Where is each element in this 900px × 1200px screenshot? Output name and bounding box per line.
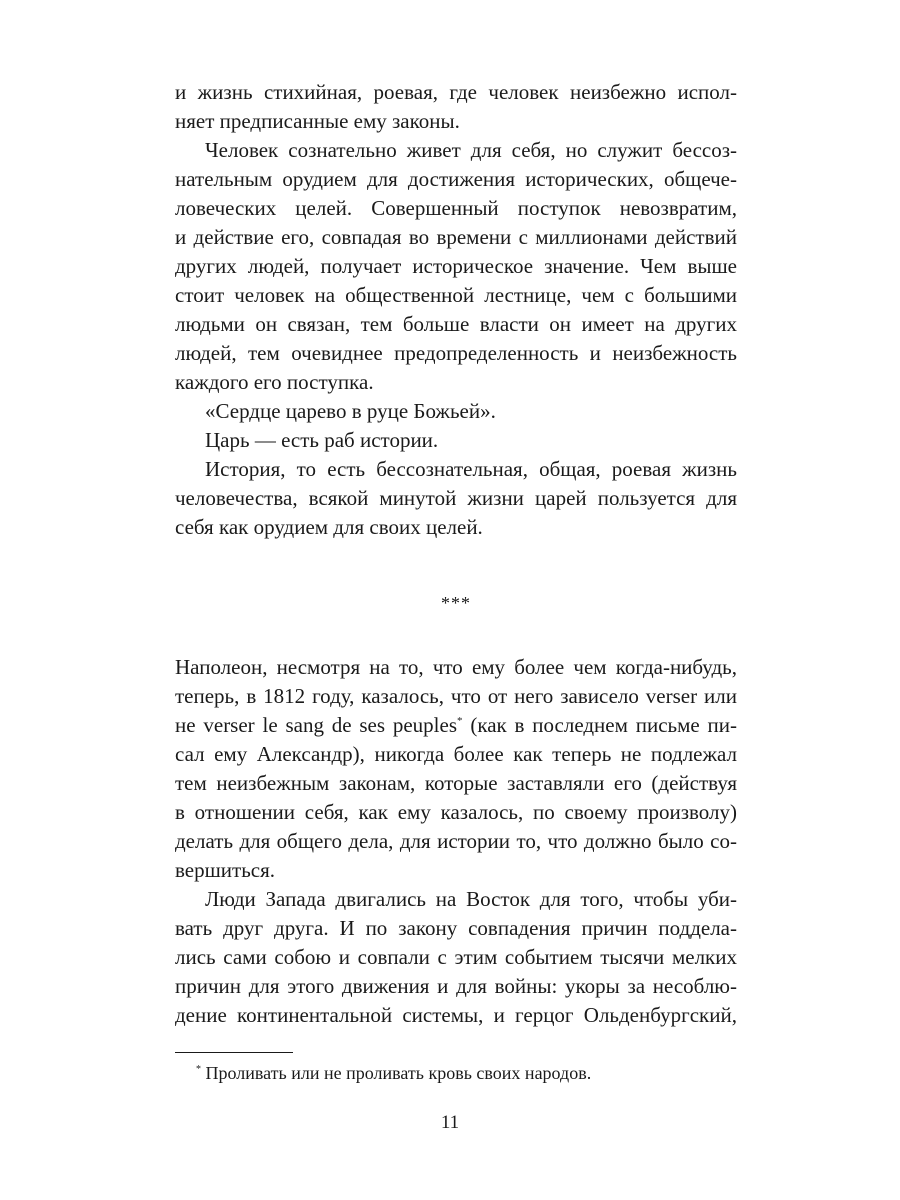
paragraph <box>175 653 737 885</box>
text-line: вать друг друга. И по закону совпадения причин поддела- <box>175 916 737 940</box>
section-break: *** <box>441 593 471 613</box>
text-line: лись сами собою и совпали с этим событием тысячи мелких <box>175 945 737 969</box>
paragraph <box>175 426 737 455</box>
text-line: нательным орудием для достижения исторических, общече- <box>175 167 737 191</box>
footnote <box>196 1060 591 1086</box>
text-line: стоит человек на общественной лестнице, чем с большими <box>175 283 737 307</box>
text-line: няет предписанные ему законы. <box>175 109 460 133</box>
footnote-divider <box>175 1052 293 1053</box>
text-line: вершиться. <box>175 858 276 882</box>
text-line: в отношении себя, как ему казалось, по своему произволу) <box>175 800 737 824</box>
text-line: тем неизбежным законам, которые заставляли его (действуя <box>175 771 737 795</box>
text-line: История, то есть бессознательная, общая, роевая жизнь <box>205 457 737 481</box>
text-fragment: не verser le sang de ses peuples <box>175 713 458 737</box>
text-fragment: (как в последнем письме пи- <box>462 713 737 737</box>
paragraph <box>175 136 737 397</box>
paragraph <box>175 885 737 1030</box>
text-line: Люди Запада двигались на Восток для того, чтобы уби- <box>205 887 737 911</box>
footnote-mark: * <box>457 715 463 727</box>
footnote-mark: * <box>196 1064 201 1075</box>
text-line: теперь, в 1812 году, казалось, что от него зависело verser или <box>175 684 737 708</box>
text-line: дение континентальной системы, и герцог Ольденбургский, <box>175 1003 737 1027</box>
text-line: причин для этого движения и для войны: укоры за несоблю- <box>175 974 737 998</box>
paragraph <box>175 78 737 136</box>
text-line: людей, тем очевиднее предопределенность и неизбежность <box>175 341 737 365</box>
paragraph <box>175 397 737 426</box>
text-line: себя как орудием для своих целей. <box>175 515 483 539</box>
paragraph <box>175 455 737 542</box>
text-line: людьми он связан, тем больше власти он имеет на других <box>175 312 737 336</box>
text-line: сал ему Александр), никогда более как теперь не подлежал <box>175 742 737 766</box>
text-line: и действие его, совпадая во времени с миллионами действий <box>175 225 737 249</box>
text-line: Царь — есть раб истории. <box>205 428 439 452</box>
footnote-text: Проливать или не проливать кровь своих народов. <box>201 1063 592 1083</box>
text-line: делать для общего дела, для истории то, что должно было со- <box>175 829 737 853</box>
text-line: каждого его поступка. <box>175 370 374 394</box>
text-line: и жизнь стихийная, роевая, где человек неизбежно испол- <box>175 80 737 104</box>
text-line: человечества, всякой минутой жизни царей пользуется для <box>175 486 737 510</box>
text-line: Человек сознательно живет для себя, но служит бессоз- <box>205 138 737 162</box>
text-line: ловеческих целей. Совершенный поступок невозвратим, <box>175 196 737 220</box>
page-body <box>175 78 737 1030</box>
text-line: Наполеон, несмотря на то, что ему более чем когда-нибудь, <box>175 655 737 679</box>
text-line-with-footnote <box>175 711 737 740</box>
text-line: «Сердце царево в руце Божьей». <box>205 399 496 423</box>
text-line: других людей, получает историческое значение. Чем выше <box>175 254 737 278</box>
page-number: 11 <box>440 1112 460 1133</box>
